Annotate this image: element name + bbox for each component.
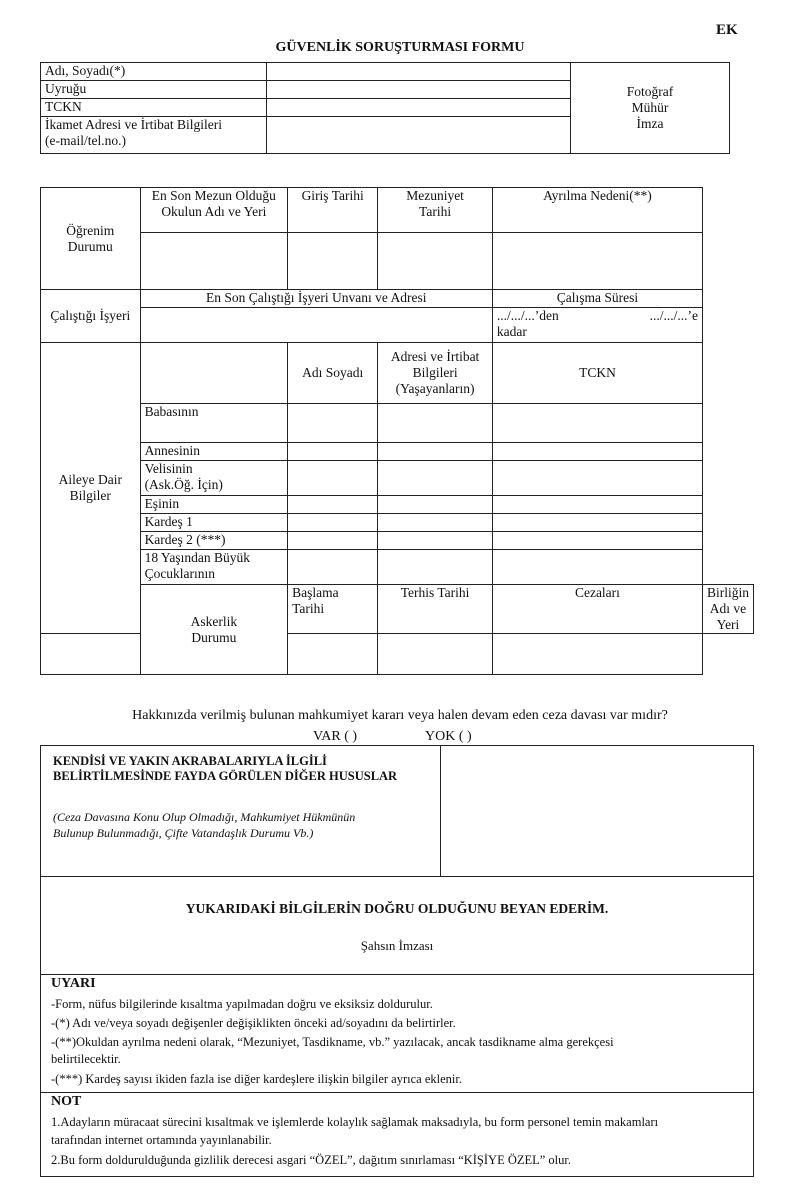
mother-name-field[interactable]	[288, 443, 378, 461]
employer-field[interactable]	[140, 308, 492, 343]
work-to-date: .../.../...’e	[649, 308, 698, 323]
nationality-field[interactable]	[267, 81, 571, 99]
military-start-field[interactable]	[41, 634, 141, 675]
graduation-date-field[interactable]	[378, 233, 493, 290]
note-line-2: tarafından internet ortamında yayınlanabilir.	[51, 1133, 272, 1147]
guardian-label-line-1: Velisinin	[144, 461, 193, 476]
other-title-line-2: BELİRTİLMESİNDE FAYDA GÖRÜLEN DİĞER HUSUSLAR	[53, 769, 398, 783]
graduation-header-line-1: Mezuniyet	[406, 188, 464, 203]
sibling1-name-field[interactable]	[288, 514, 378, 532]
note-line-1: 1.Adayların müracaat sürecini kısaltmak ve işlemlerde kolaylık sağlamak maksadıyla, bu form personel temin makamları	[51, 1115, 659, 1129]
work-until-text: kadar	[496, 324, 527, 339]
lower-section	[40, 745, 754, 1177]
discharge-date-field[interactable]	[288, 634, 378, 675]
family-name-header: Adı Soyadı	[288, 343, 378, 404]
mother-tckn-field[interactable]	[492, 443, 702, 461]
school-field[interactable]	[140, 233, 288, 290]
family-label-line-1: Aileye Dair	[58, 472, 122, 487]
seal-label: Mühür	[631, 100, 669, 115]
work-duration-dates	[497, 308, 698, 324]
address-field[interactable]	[267, 117, 571, 154]
signature-box-label: İmza	[636, 116, 664, 131]
family-blank-header	[140, 343, 288, 404]
graduation-header-line-2: Tarihi	[419, 204, 452, 219]
photo-box[interactable]	[571, 63, 730, 154]
tckn-field[interactable]	[267, 99, 571, 117]
declaration-section	[41, 876, 753, 975]
work-duration-header: Çalışma Süresi	[492, 290, 702, 308]
address-label	[41, 117, 267, 154]
adult-children-line-1: 18 Yaşından Büyük	[144, 550, 250, 565]
yok-option[interactable]: YOK ( )	[425, 729, 472, 744]
work-row-label: Çalıştığı İşyeri	[41, 290, 141, 343]
address-label-line-2: (e-mail/tel.no.)	[45, 133, 126, 148]
family-label-line-2: Bilgiler	[69, 488, 111, 503]
children-tckn-field[interactable]	[492, 550, 702, 585]
sibling1-label: Kardeş 1	[140, 514, 288, 532]
other-note-line-1: (Ceza Davasına Konu Olup Olmadığı, Mahkumiyet Hükmünün	[53, 810, 356, 824]
sibling2-label: Kardeş 2 (***)	[140, 532, 288, 550]
graduation-date-header	[378, 188, 493, 233]
name-label: Adı, Soyadı(*)	[41, 63, 267, 81]
spouse-label: Eşinin	[140, 496, 288, 514]
spouse-address-field[interactable]	[378, 496, 493, 514]
guardian-label	[140, 461, 288, 496]
guardian-name-field[interactable]	[288, 461, 378, 496]
spouse-name-field[interactable]	[288, 496, 378, 514]
military-row-label	[140, 585, 288, 675]
personal-info-table	[40, 62, 730, 154]
adult-children-label	[140, 550, 288, 585]
sibling1-address-field[interactable]	[378, 514, 493, 532]
penalties-header: Cezaları	[492, 585, 702, 634]
sibling2-address-field[interactable]	[378, 532, 493, 550]
military-label-line-1: Askerlik	[190, 613, 238, 629]
form-title: GÜVENLİK SORUŞTURMASI FORMU	[275, 40, 525, 55]
father-label: Babasının	[140, 404, 288, 443]
note-line-3: 2.Bu form doldurulduğunda gizlilik derecesi asgari “ÖZEL”, dağıtım sınırlaması “KİŞİYE ÖZEL” olur.	[51, 1153, 572, 1167]
family-address-line-1: Adresi ve İrtibat	[390, 349, 480, 364]
family-tckn-header: TCKN	[492, 343, 702, 404]
education-label-line-1: Öğrenim	[66, 222, 115, 238]
discharge-date-header: Terhis Tarihi	[378, 585, 493, 634]
address-label-line-1: İkamet Adresi ve İrtibat Bilgileri	[45, 117, 222, 132]
school-header	[140, 188, 288, 233]
education-label-line-2: Durumu	[67, 238, 113, 254]
spouse-tckn-field[interactable]	[492, 496, 702, 514]
main-info-table	[40, 187, 754, 675]
warning-line-1: -Form, nüfus bilgilerinde kısaltma yapılmadan doğru ve eksiksiz doldurulur.	[51, 997, 433, 1011]
family-address-header	[378, 343, 493, 404]
father-tckn-field[interactable]	[492, 404, 702, 443]
name-field[interactable]	[267, 63, 571, 81]
note-header: NOT	[51, 1094, 82, 1109]
nationality-label: Uyruğu	[41, 81, 267, 99]
conviction-question: Hakkınızda verilmiş bulunan mahkumiyet kararı veya halen devam eden ceza davası var mıdır?	[132, 708, 668, 723]
other-note-line-2: Bulunup Bulunmadığı, Çifte Vatandaşlık Durumu Vb.)	[53, 826, 314, 840]
father-name-field[interactable]	[288, 404, 378, 443]
entry-date-field[interactable]	[288, 233, 378, 290]
leave-reason-header: Ayrılma Nedeni(**)	[492, 188, 702, 233]
military-label-line-2: Durumu	[191, 629, 237, 645]
work-from-date: .../.../...’den	[496, 308, 559, 323]
children-address-field[interactable]	[378, 550, 493, 585]
education-row-label	[41, 188, 141, 290]
sibling2-name-field[interactable]	[288, 532, 378, 550]
military-start-header: Başlama Tarihi	[288, 585, 378, 634]
unit-header: Birliğin Adı ve Yeri	[702, 585, 753, 634]
other-title-line-1: KENDİSİ VE YAKIN AKRABALARIYLA İLGİLİ	[53, 754, 327, 768]
sibling2-tckn-field[interactable]	[492, 532, 702, 550]
declaration-text: YUKARIDAKİ BİLGİLERİN DOĞRU OLDUĞUNU BEYAN EDERİM.	[185, 901, 609, 916]
other-matters-title	[53, 754, 433, 784]
note-section	[41, 1092, 753, 1176]
sibling1-tckn-field[interactable]	[492, 514, 702, 532]
photo-label: Fotoğraf	[626, 84, 674, 99]
school-header-line-1: En Son Mezun Olduğu	[151, 188, 276, 203]
warning-section	[41, 974, 753, 1093]
father-address-field[interactable]	[378, 404, 493, 443]
signature-label[interactable]: Şahsın İmzası	[360, 938, 434, 953]
adult-children-line-2: Çocuklarının	[144, 566, 216, 581]
children-name-field[interactable]	[288, 550, 378, 585]
family-address-line-2: Bilgileri	[412, 365, 458, 380]
guardian-tckn-field[interactable]	[492, 461, 702, 496]
warning-line-3: -(**)Okuldan ayrılma nedeni olarak, “Mezuniyet, Tasdikname, vb.” yazılacak, ancak tasdikname alma gerekçesi	[51, 1035, 614, 1049]
leave-reason-field[interactable]	[492, 233, 702, 290]
guardian-address-field[interactable]	[378, 461, 493, 496]
annex-label: EK	[716, 22, 738, 38]
family-row-label	[41, 343, 141, 634]
family-address-line-3: (Yaşayanların)	[395, 381, 475, 396]
warning-line-4: belirtilecektir.	[51, 1052, 121, 1066]
other-matters-field[interactable]	[441, 746, 753, 876]
unit-field[interactable]	[492, 634, 702, 675]
other-matters-note	[53, 809, 433, 841]
school-header-line-2: Okulun Adı ve Yeri	[161, 204, 267, 219]
entry-date-header: Giriş Tarihi	[288, 188, 378, 233]
employer-header: En Son Çalıştığı İşyeri Unvanı ve Adresi	[140, 290, 492, 308]
mother-address-field[interactable]	[378, 443, 493, 461]
guardian-label-line-2: (Ask.Öğ. İçin)	[144, 477, 223, 492]
other-matters-section	[41, 746, 753, 877]
work-duration-field[interactable]	[492, 308, 702, 343]
warning-header: UYARI	[51, 976, 96, 991]
var-option[interactable]: VAR ( )	[313, 729, 358, 744]
warning-line-2: -(*) Adı ve/veya soyadı değişenler değişiklikten önceki ad/soyadını da belirtirler.	[51, 1016, 456, 1030]
penalties-field[interactable]	[378, 634, 493, 675]
mother-label: Annesinin	[140, 443, 288, 461]
tckn-label: TCKN	[41, 99, 267, 117]
warning-line-5: -(***) Kardeş sayısı ikiden fazla ise diğer kardeşlere ilişkin bilgiler ayrıca eklenir.	[51, 1072, 462, 1086]
